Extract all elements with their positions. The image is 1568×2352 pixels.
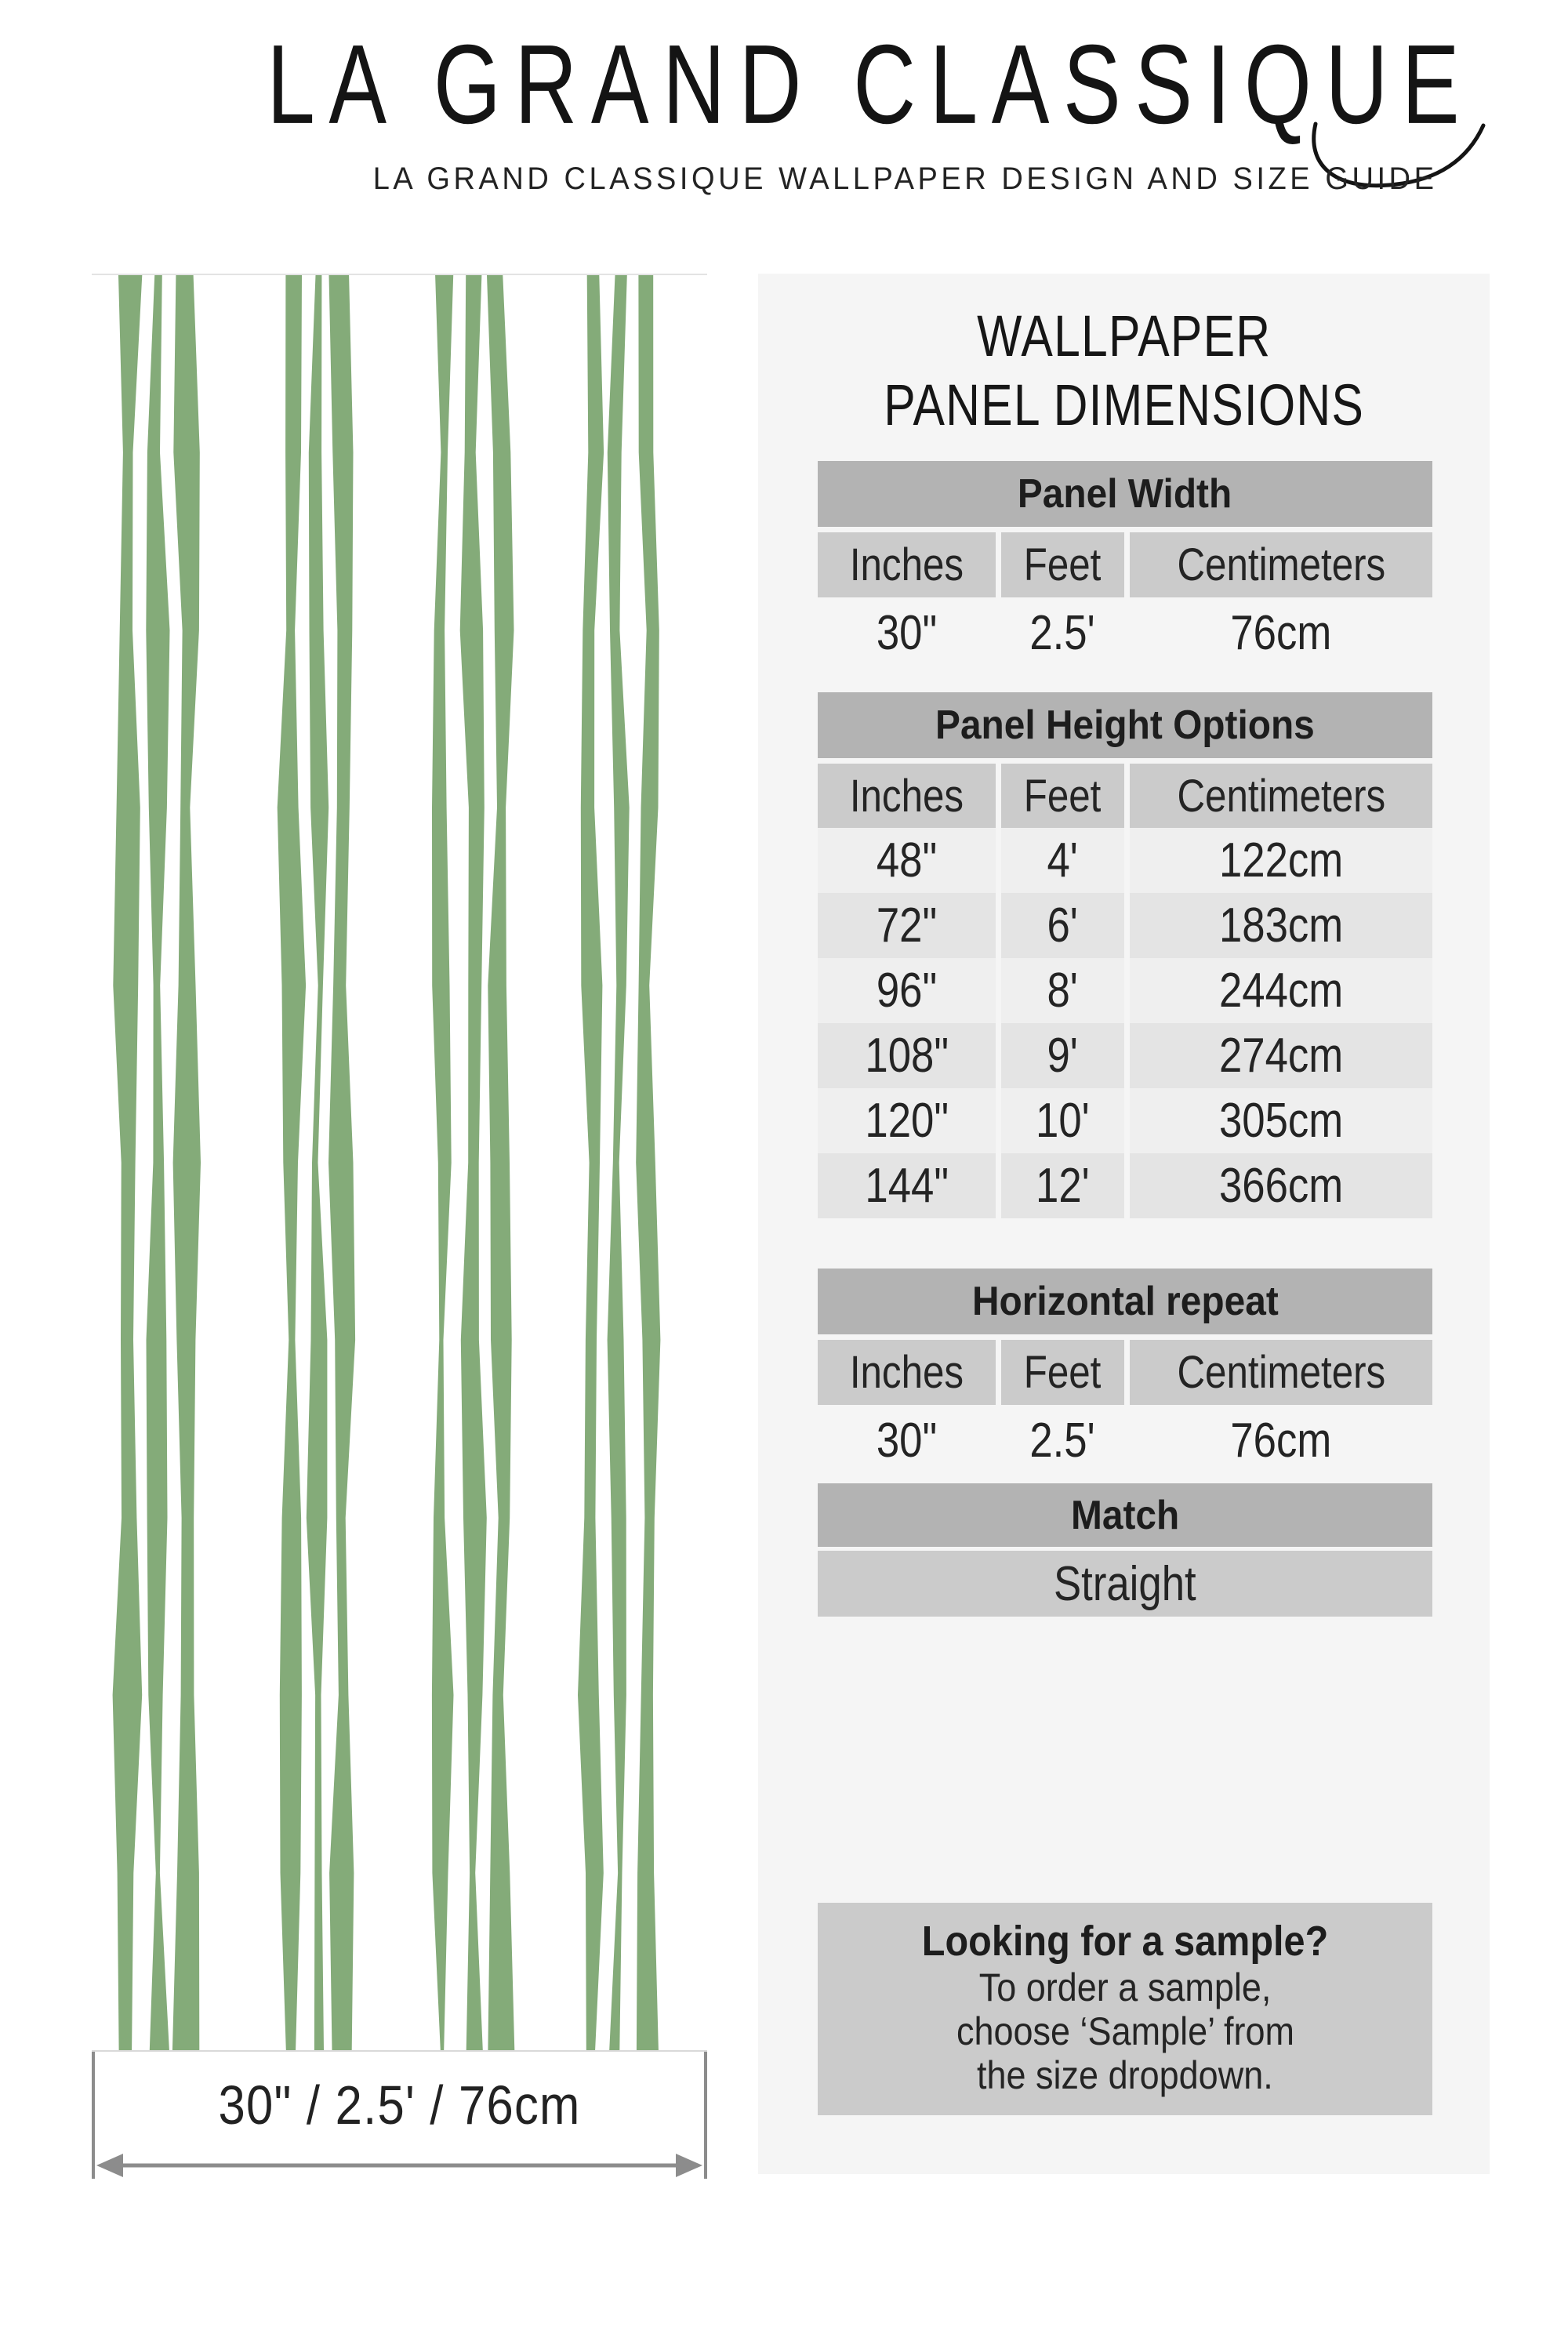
panel-width-values xyxy=(818,597,1432,668)
horizontal-repeat-inches: 30" xyxy=(876,1413,938,1468)
table-row-96: 96" 8' 244cm xyxy=(818,958,1432,1023)
panel-width-measure-label: 30" / 2.5' / 76cm xyxy=(218,2074,581,2136)
column-header-centimeters: Centimeters xyxy=(1130,1340,1432,1405)
double-arrow-icon xyxy=(92,2052,707,2179)
brand-subtitle xyxy=(251,154,1560,204)
sample-line-3: the size dropdown. xyxy=(977,2053,1273,2097)
horizontal-repeat-column-headers xyxy=(818,1340,1432,1405)
panel-width-column-headers xyxy=(818,532,1432,597)
table-row-48: 48" 4' 122cm xyxy=(818,828,1432,893)
panel-height-column-headers xyxy=(818,764,1432,828)
brand-subtitle-text: LA GRAND CLASSIQUE WALLPAPER DESIGN AND SIZE GUIDE xyxy=(373,161,1438,196)
heading-line-1: WALLPAPER xyxy=(976,303,1272,368)
sample-line-2: choose ‘Sample’ from xyxy=(956,2009,1294,2053)
column-header-inches: Inches xyxy=(818,532,996,597)
section-header-panel-width: Panel Width xyxy=(818,461,1432,527)
section-header-match: Match xyxy=(818,1483,1432,1547)
column-header-centimeters: Centimeters xyxy=(1130,532,1432,597)
horizontal-repeat-centimeters: 76cm xyxy=(1230,1413,1332,1468)
panel-dimensions-heading xyxy=(758,302,1490,440)
column-header-inches: Inches xyxy=(818,764,996,828)
table-row-108: 108" 9' 274cm xyxy=(818,1023,1432,1088)
brand-title-text: LA GRAND CLASSIQUE xyxy=(267,21,1474,147)
sample-info-box xyxy=(818,1903,1432,2115)
panel-width-centimeters: 76cm xyxy=(1230,605,1332,660)
heading-line-2: PANEL DIMENSIONS xyxy=(884,372,1364,437)
panel-width-inches: 30" xyxy=(876,605,938,660)
column-header-inches: Inches xyxy=(818,1340,996,1405)
table-row-72: 72" 6' 183cm xyxy=(818,893,1432,958)
panel-width-feet: 2.5' xyxy=(1029,605,1096,660)
column-header-centimeters: Centimeters xyxy=(1130,764,1432,828)
stripe-pattern xyxy=(92,275,707,2050)
section-header-horizontal-repeat: Horizontal repeat xyxy=(818,1269,1432,1334)
panel-width-measure xyxy=(92,2050,707,2177)
sample-line-1: To order a sample, xyxy=(978,1965,1272,2009)
column-header-feet: Feet xyxy=(1001,1340,1124,1405)
section-header-panel-height: Panel Height Options xyxy=(818,692,1432,758)
column-header-feet: Feet xyxy=(1001,764,1124,828)
match-value: Straight xyxy=(818,1551,1432,1617)
horizontal-repeat-feet: 2.5' xyxy=(1029,1413,1096,1468)
wallpaper-preview-panel xyxy=(92,274,707,2176)
dimensions-info-panel xyxy=(758,274,1490,2174)
column-header-feet: Feet xyxy=(1001,532,1124,597)
table-row-144: 144" 12' 366cm xyxy=(818,1153,1432,1218)
table-row-120: 120" 10' 305cm xyxy=(818,1088,1432,1153)
horizontal-repeat-values xyxy=(818,1405,1432,1475)
sample-heading: Looking for a sample? xyxy=(921,1918,1329,1965)
